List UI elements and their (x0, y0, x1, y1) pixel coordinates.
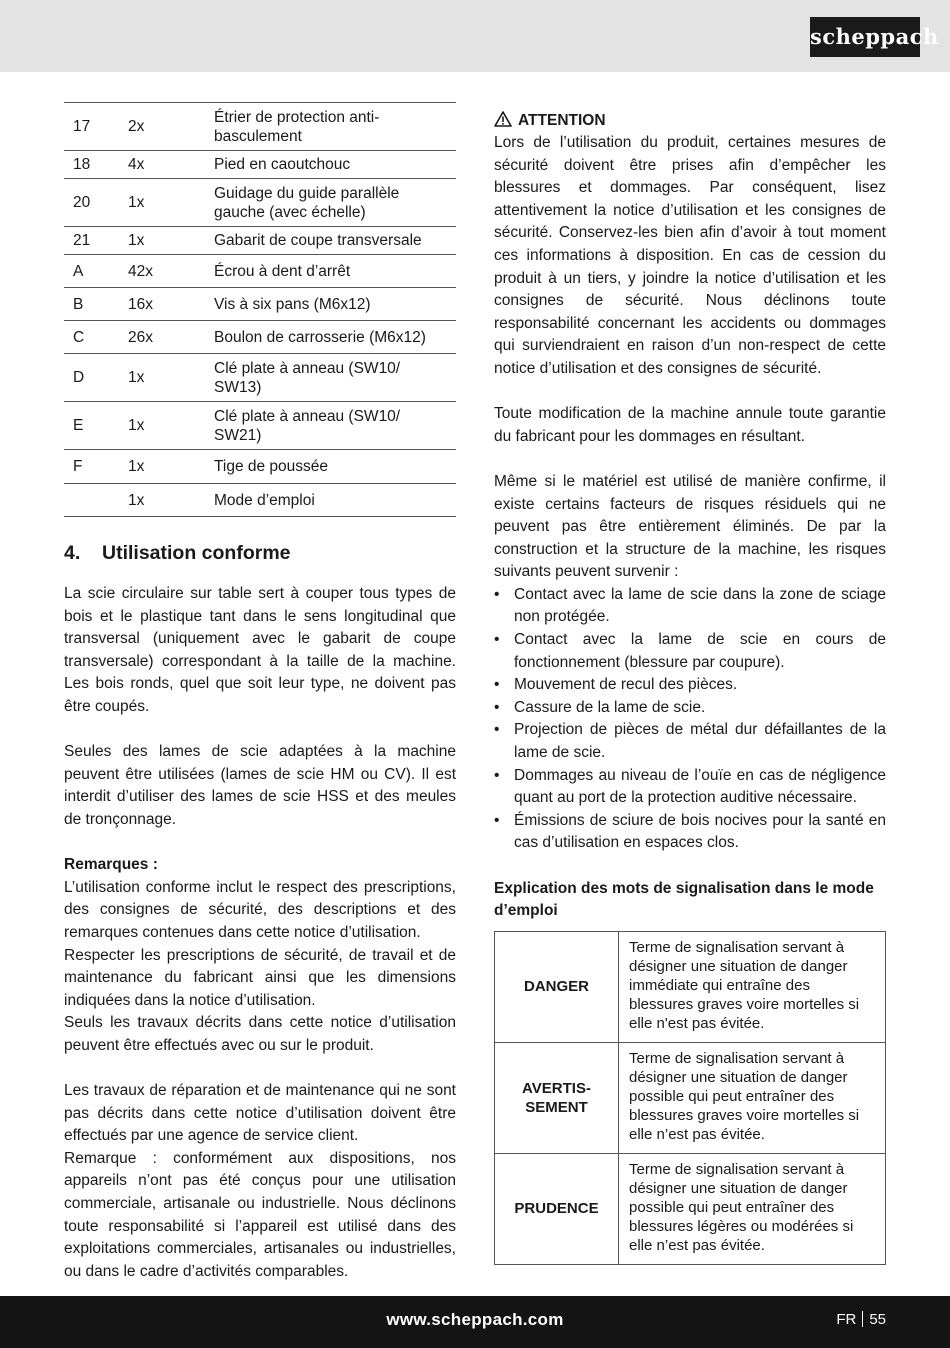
part-description: Clé plate à anneau (SW10/ SW13) (214, 354, 456, 402)
signal-words-table (494, 931, 886, 1265)
list-item (494, 584, 886, 629)
signal-description: Terme de signalisation servant à désigner une situation de danger possible qui peut entraîner des blessures graves voire mortelles si elle n’est pas évitée. (619, 1042, 886, 1153)
list-item-text: Cassure de la lame de scie. (514, 698, 706, 716)
table-row (64, 288, 456, 321)
part-quantity: 26x (128, 321, 214, 354)
warning-triangle-icon (494, 111, 512, 127)
part-number: C (64, 321, 128, 354)
bullet-marker: • (494, 698, 500, 716)
language-code: FR (836, 1311, 857, 1328)
list-item-text: Émissions de sciure de bois nocives pour la santé en cas d’utilisation en espaces clos. (514, 811, 886, 852)
list-item (494, 719, 886, 764)
list-item-text: Projection de pièces de métal dur défaillantes de la lame de scie. (514, 721, 886, 762)
website-url: www.scheppach.com (386, 1310, 564, 1329)
part-description: Gabarit de coupe transversale (214, 227, 456, 255)
list-item (494, 810, 886, 855)
bullet-marker: • (494, 766, 500, 784)
paragraph: Seuls les travaux décrits dans cette notice d’utilisation peuvent être effectués avec ou sur le produit. (64, 1014, 456, 1054)
table-row (64, 354, 456, 402)
section-title: Utilisation conforme (102, 542, 291, 564)
list-item (494, 629, 886, 674)
footer-bar (0, 1296, 950, 1348)
list-item (494, 765, 886, 810)
part-number: 17 (64, 103, 128, 151)
part-number: 18 (64, 151, 128, 179)
part-quantity: 4x (128, 151, 214, 179)
table-row (64, 227, 456, 255)
signal-word: AVERTIS-SEMENT (495, 1042, 619, 1153)
bullet-marker: • (494, 676, 500, 694)
scheppach-logo: scheppach (810, 17, 920, 57)
table-row (64, 103, 456, 151)
part-description: Tige de poussée (214, 450, 456, 484)
attention-heading (494, 110, 886, 132)
paragraph: Toute modification de la machine annule toute garantie du fabricant pour les dommages en résultant. (494, 405, 886, 445)
paragraph: Même si le matériel est utilisé de manière confirme, il existe certains facteurs de risques résiduels qui ne peuvent pas être entièrement éliminés. De par la construction et la structure de la machine, les risques suivants peuvent survenir : (494, 472, 886, 581)
list-item (494, 697, 886, 720)
bullet-marker: • (494, 811, 500, 829)
paragraph: Lors de l’utilisation du produit, certaines mesures de sécurité doivent être prises afin d’empêcher les blessures et dommages. Par conséquent, lisez attentivement la notice d’utilisation et les consignes de sécurité. Conservez-les bien afin d’avoir à tout moment ces informations à disposition. En cas de cession du produit à un tiers, y joindre la notice d’utilisation et les consignes de sécurité. Nous déclinons toute responsabilité concernant les accidents ou dommages qui surviendraient en raison d’un non-respect de cette notice d’utilisation et des consignes de sécurité. (494, 134, 886, 377)
part-description: Écrou à dent d’arrêt (214, 255, 456, 288)
table-row (495, 1042, 886, 1153)
part-quantity: 16x (128, 288, 214, 321)
page-indicator (836, 1311, 886, 1328)
part-number: D (64, 354, 128, 402)
paragraph: Remarque : conformément aux dispositions, nos appareils n’ont pas été conçus pour une utilisation commerciale, artisanale ou industrielle. Nous déclinons toute responsabilité si l’appareil est utilisé dans des exploitations commerciales, artisanales ou industrielles, ou dans le cadre d’activités comparables. (64, 1149, 456, 1280)
bullet-marker: • (494, 721, 500, 739)
part-quantity: 42x (128, 255, 214, 288)
part-description: Vis à six pans (M6x12) (214, 288, 456, 321)
signal-description: Terme de signalisation servant à désigner une situation de danger possible qui peut entraîner des blessures légères ou modérées si elle n’est pas évitée. (619, 1153, 886, 1264)
right-column (494, 110, 886, 1265)
part-number (64, 484, 128, 517)
part-description: Clé plate à anneau (SW10/ SW21) (214, 402, 456, 450)
part-quantity: 1x (128, 179, 214, 227)
paragraph: Les travaux de réparation et de maintenance qui ne sont pas décrits dans cette notice d’utilisation doivent être effectués par une agence de service client. (64, 1082, 456, 1145)
attention-label: ATTENTION (518, 112, 606, 129)
part-description: Boulon de carrosserie (M6x12) (214, 321, 456, 354)
part-number: F (64, 450, 128, 484)
table-row (64, 321, 456, 354)
header-bar (0, 0, 950, 72)
part-quantity: 1x (128, 484, 214, 517)
part-quantity: 1x (128, 227, 214, 255)
paragraph: La scie circulaire sur table sert à couper tous types de bois et le plastique tant dans le sens longitudinal que transversal (uniquement avec le gabarit de coupe transversale) correspondant à la taille de la machine. Les bois ronds, quel que soit leur type, ne doivent pas être coupés. (64, 585, 456, 715)
part-number: A (64, 255, 128, 288)
section-heading (64, 541, 456, 569)
part-quantity: 1x (128, 450, 214, 484)
part-description: Pied en caoutchouc (214, 151, 456, 179)
separator (862, 1311, 863, 1327)
remarks-heading: Remarques : (64, 856, 158, 874)
table-row (64, 402, 456, 450)
left-column (64, 102, 456, 1283)
list-item-text: Contact avec la lame de scie dans la zone de sciage non protégée. (514, 585, 886, 626)
part-number: 20 (64, 179, 128, 227)
section-number: 4. (64, 542, 81, 564)
list-item (494, 674, 886, 697)
table-row (64, 179, 456, 227)
table-row (495, 931, 886, 1042)
signal-description: Terme de signalisation servant à désigner une situation de danger immédiate qui entraîne des blessures graves voire mortelles si elle n'est pas évitée. (619, 931, 886, 1042)
part-description: Guidage du guide parallèle gauche (avec échelle) (214, 179, 456, 227)
part-number: E (64, 402, 128, 450)
bullet-marker: • (494, 585, 500, 603)
parts-table (64, 102, 456, 517)
paragraph: Respecter les prescriptions de sécurité, de travail et de maintenance du fabricant ainsi que les dimensions indiquées dans la notice d’utilisation. (64, 946, 456, 1009)
signals-heading: Explication des mots de signalisation dans le mode d’emploi (494, 879, 874, 920)
table-row (64, 255, 456, 288)
signal-word: DANGER (495, 931, 619, 1042)
table-row (64, 484, 456, 517)
part-quantity: 1x (128, 354, 214, 402)
bullet-marker: • (494, 631, 500, 649)
list-item-text: Mouvement de recul des pièces. (514, 676, 738, 694)
list-item-text: Dommages au niveau de l’ouïe en cas de négligence quant au port de la protection auditive nécessaire. (514, 766, 886, 807)
part-quantity: 2x (128, 103, 214, 151)
paragraph: Seules des lames de scie adaptées à la machine peuvent être utilisées (lames de scie HM ou CV). Il est interdit d’utiliser des lames de scie HSS et des meules de tronçonnage. (64, 743, 456, 828)
table-row (495, 1153, 886, 1264)
part-quantity: 1x (128, 402, 214, 450)
paragraph: L’utilisation conforme inclut le respect des prescriptions, des consignes de sécurité, des descriptions et des remarques contenues dans cette notice d’utilisation. (64, 878, 456, 941)
part-description: Mode d’emploi (214, 484, 456, 517)
signal-word: PRUDENCE (495, 1153, 619, 1264)
table-row (64, 450, 456, 484)
part-number: 21 (64, 227, 128, 255)
part-number: B (64, 288, 128, 321)
table-row (64, 151, 456, 179)
part-description: Étrier de protection anti-basculement (214, 103, 456, 151)
risk-list (494, 584, 886, 855)
list-item-text: Contact avec la lame de scie en cours de fonctionnement (blessure par coupure). (514, 631, 886, 671)
page-number: 55 (869, 1311, 886, 1328)
